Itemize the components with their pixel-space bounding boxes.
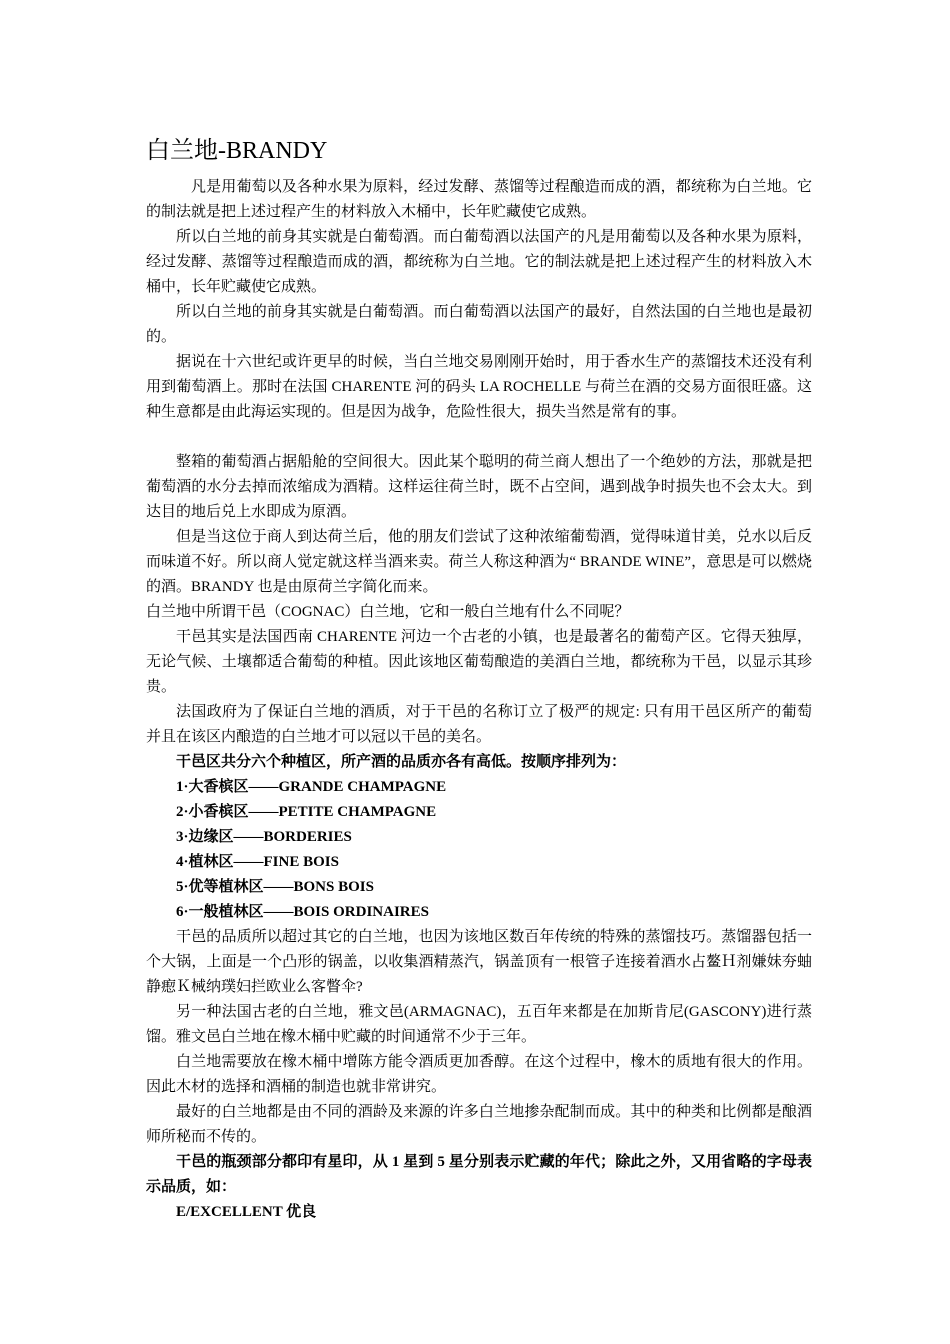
- paragraph-11: 干邑的品质所以超过其它的白兰地，也因为该地区数百年传统的特殊的蒸馏技巧。蒸馏器包括一个大锅，上面是一个凸形的锅盖，以收集酒精蒸汽，锅盖顶有一根管子连接着酒水占鳌Ｈ剂嫌妹夯蚰静瘛Ｋ械纳璞妇拦欧业么客瞥伞?: [146, 929, 812, 995]
- paragraph-5: 整箱的葡萄酒占据船舱的空间很大。因此某个聪明的荷兰商人想出了一个绝妙的方法，那就是把葡萄酒的水分去掉而浓缩成为酒精。这样运往荷兰时，既不占空间，遇到战争时损失也不会太大。到达目的地后兑上水即成为原酒。: [146, 454, 812, 520]
- region-item: 2·小香槟区——PETITE CHAMPAGNE: [176, 804, 437, 820]
- paragraph-question: 白兰地中所谓干邑（COGNAC）白兰地，它和一般白兰地有什么不同呢？: [146, 604, 630, 620]
- paragraph-6: 但是当这位于商人到达荷兰后，他的朋友们尝试了这种浓缩葡萄酒，觉得味道甘美，兑水以后反而味道不好。所以商人觉定就这样当酒来卖。荷兰人称这种酒为“ BRANDE WINE”，意思是可以燃烧的酒。BRANDY 也是由原荷兰字简化而来。: [146, 529, 812, 595]
- paragraph-4: 据说在十六世纪或许更早的时候，当白兰地交易刚刚开始时，用于香水生产的蒸馏技术还没有利用到葡萄酒上。那时在法国 CHARENTE 河的码头 LA ROCHELLE 与荷兰在酒的交易方面很旺盛。这种生意都是由此海运实现的。但是因为战争，危险性很大，损失当然是常有的事。: [146, 354, 812, 420]
- grade-item: E/EXCELLENT 优良: [176, 1204, 317, 1220]
- blank-line: [146, 425, 812, 450]
- paragraph-9: 法国政府为了保证白兰地的酒质，对于干邑的名称订立了极严的规定: 只有用干邑区所产的葡萄并且在该区内酿造的白兰地才可以冠以干邑的美名。: [146, 704, 812, 745]
- region-item: 1·大香槟区——GRANDE CHAMPAGNE: [176, 779, 447, 795]
- region-item: 5·优等植林区——BONS BOIS: [176, 879, 374, 895]
- paragraph-1: 凡是用葡萄以及各种水果为原料，经过发酵、蒸馏等过程酿造而成的酒，都统称为白兰地。它的制法就是把上述过程产生的材料放入木桶中，长年贮藏使它成熟。: [146, 179, 812, 220]
- paragraph-13: 白兰地需要放在橡木桶中增陈方能令酒质更加香醇。在这个过程中，橡木的质地有很大的作用。因此木材的选择和酒桶的制造也就非常讲究。: [146, 1054, 812, 1095]
- region-item: 3·边缘区——BORDERIES: [176, 829, 352, 845]
- document-page: [146, 134, 812, 1225]
- paragraph-15: 干邑的瓶颈部分都印有星印，从 1 星到 5 星分别表示贮藏的年代；除此之外，又用省略的字母表示品质，如：: [146, 1154, 812, 1195]
- paragraph-8: 干邑其实是法国西南 CHARENTE 河边一个古老的小镇，也是最著名的葡萄产区。它得天独厚，无论气候、土壤都适合葡萄的种植。因此该地区葡萄酿造的美酒白兰地，都统称为干邑，以显示其珍贵。: [146, 629, 812, 695]
- paragraph-3: 所以白兰地的前身其实就是白葡萄酒。而白葡萄酒以法国产的最好，自然法国的白兰地也是最初的。: [146, 304, 812, 345]
- document-title: 白兰地-BRANDY: [146, 138, 328, 164]
- regions-intro: 干邑区共分六个种植区，所产酒的品质亦各有高低。按顺序排列为：: [176, 754, 627, 770]
- paragraph-2: 所以白兰地的前身其实就是白葡萄酒。而白葡萄酒以法国产的凡是用葡萄以及各种水果为原料，经过发酵、蒸馏等过程酿造而成的酒，都统称为白兰地。它的制法就是把上述过程产生的材料放入木桶中，长年贮藏使它成熟。: [146, 229, 812, 295]
- paragraph-14: 最好的白兰地都是由不同的酒龄及来源的许多白兰地掺杂配制而成。其中的种类和比例都是酿酒师所秘而不传的。: [146, 1104, 812, 1145]
- paragraph-12: 另一种法国古老的白兰地，雅文邑(ARMAGNAC)，五百年来都是在加斯肯尼(GASCONY)进行蒸馏。雅文邑白兰地在橡木桶中贮藏的时间通常不少于三年。: [146, 1004, 812, 1045]
- region-item: 6·一般植林区——BOIS ORDINAIRES: [176, 904, 429, 920]
- region-item: 4·植林区——FINE BOIS: [176, 854, 339, 870]
